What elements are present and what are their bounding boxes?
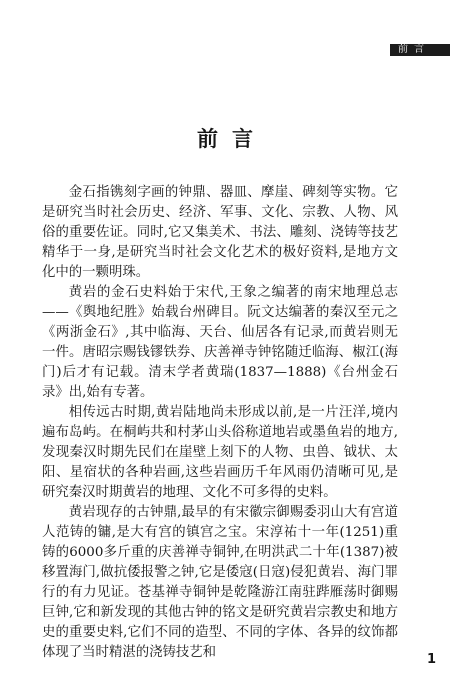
paragraph: 金石指镌刻字画的钟鼎、器皿、摩崖、碑刻等实物。它是研究当时社会历史、经济、军事、文化、宗教、人物、风俗的重要佐证。同时,它又集美术、书法、雕刻、浇铸等技艺精华于一身,是研究当时社会文化艺术的极好资料,是地方文化中的一颗明珠。	[42, 185, 398, 280]
paragraph: 黄岩的金石史料始于宋代,王象之编著的南宋地理总志——《舆地纪胜》始载台州碑目。阮文达编著的秦汉至元之《两浙金石》,其中临海、天台、仙居各有记录,而黄岩则无一件。唐昭宗赐钱镠铁券、庆善禅寺钟铭随迁临海、椒江(海门)后才有记载。清末学者黄瑞(1837—1888)《台州金石录》出,始有专著。	[42, 285, 398, 400]
page-title: 前言	[197, 127, 267, 151]
body-text	[42, 183, 398, 663]
paragraph: 相传远古时期,黄岩陆地尚未形成以前,是一片汪洋,境内遍布岛屿。在桐屿共和村茅山头俗称道地岩或墨鱼岩的地方,发现秦汉时期先民们在崖壁上刻下的人物、虫兽、钺状、太阳、星宿状的各种岩画,这些岩画历千年风雨仍清晰可见,是研究秦汉时期黄岩的地理、文化不可多得的史料。	[42, 405, 398, 500]
paragraph: 黄岩现存的古钟鼎,最早的有宋徽宗御赐委羽山大有宫道人范铸的镛,是大有宫的镇宫之宝。宋淳祐十一年(1251)重铸的6000多斤重的庆善禅寺铜钟,在明洪武二十年(1387)被移置海门,做抗倭报警之钟,它是倭寇(日寇)侵犯黄岩、海门罪行的有力见证。苍基禅寺铜钟是乾隆游江南驻跸雁荡时御赐巨钟,它和新发现的其他古钟的铭文是研究黄岩宗教史和地方史的重要史料,它们不同的造型、不同的字体、各异的纹饰都体现了当时精湛的浇铸技艺和	[42, 505, 398, 660]
page-number: 1	[426, 652, 436, 667]
running-header-tab: 前言	[390, 44, 450, 56]
